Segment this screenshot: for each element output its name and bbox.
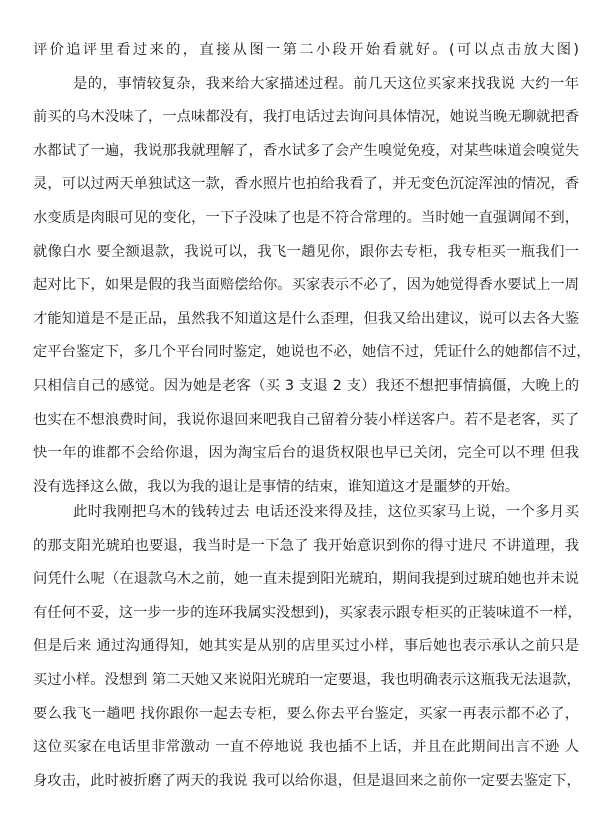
text-line: 身攻击，此时被折磨了两天的我说 我可以给你退，但是退回来之前你一定要去鉴定下， <box>33 772 581 789</box>
text-line: 就像白水 要全额退款，我说可以，我飞一趟见你，跟你去专柜，我专柜买一瓶我们一 <box>33 243 579 260</box>
text-line: 的那支阳光琥珀也要退，我当时是一下急了 我开始意识到你的得寸进尺 不讲道理，我 <box>33 537 579 554</box>
paragraph-2 <box>33 496 582 798</box>
text-line: 这位买家在电话里非常激动 一直不停地说 我也插不上话，并且在此期间出言不逊 人 <box>33 739 579 756</box>
text-line: 有任何不妥，这一步一步的连环我属实没想到)，买家表示跟专柜买的正装味道不一样， <box>33 604 582 621</box>
text-line: 没有选择这么做，我以为我的退让是事情的结束，谁知道这才是噩梦的开始。 <box>33 478 520 495</box>
text-line: 水都试了一遍，我说那我就理解了，香水试多了会产生嗅觉免疫，对某些味道会嗅觉失 <box>33 142 579 159</box>
text-line: 水变质是肉眼可见的变化，一下子没味了也是不符合常理的。当时她一直强调闻不到， <box>33 209 579 226</box>
paragraph-1 <box>33 34 591 504</box>
text-line: 买过小样。没想到 第二天她又来说阳光琥珀一定要退，我也明确表示这瓶我无法退款， <box>33 671 581 688</box>
text-line: 是的，事情较复杂，我来给大家描述过程。前几天这位买家来找我说 大约一年 <box>73 75 579 92</box>
text-line: 但是后来 通过沟通得知，她其实是从别的店里买过小样，事后她也表示承认之前只是 <box>33 638 579 655</box>
text-line: 前买的乌木没味了，一点味都没有，我打电话过去询问具体情况，她说当晚无聊就把香 <box>33 109 579 126</box>
text-line: 才能知道是不是正品，虽然我不知道这是什么歪理，但我又给出建议，说可以去各大鉴 <box>33 310 579 327</box>
text-line: 评价追评里看过来的，直接从图一第二小段开始看就好。(可以点击放大图) <box>33 42 579 58</box>
text-line: 定平台鉴定下，多几个平台同时鉴定，她说也不必，她信不过，凭证什么的她都信不过， <box>33 344 591 361</box>
text-line: 只相信自己的感觉。因为她是老客（买 3 支退 2 支）我还不想把事情搞僵，大晚上的 <box>33 377 579 394</box>
text-line: 此时我刚把乌木的钱转过去 电话还没来得及挂，这位买家马上说，一个多月买 <box>73 504 579 520</box>
text-line: 快一年的谁都不会给你退，因为淘宝后台的退货权限也早已关闭，完全可以不理 但我 <box>33 445 579 462</box>
text-line: 问凭什么呢（在退款乌木之前，她一直未提到阳光琥珀，期间我提到过琥珀她也并未说 <box>33 571 579 588</box>
text-line: 也实在不想浪费时间，我说你退回来吧我自己留着分装小样送客户。若不是老客，买了 <box>33 411 579 428</box>
text-line: 灵，可以过两天单独试这一款，香水照片也拍给我看了，并无变色沉淀浑浊的情况，香 <box>33 176 579 193</box>
text-line: 要么我飞一趟吧 找你跟你一起去专柜，要么你去平台鉴定，买家一再表示都不必了， <box>33 705 579 722</box>
text-line: 起对比下，如果是假的我当面赔偿给你。买家表示不必了，因为她觉得香水要试上一周 <box>33 277 579 294</box>
